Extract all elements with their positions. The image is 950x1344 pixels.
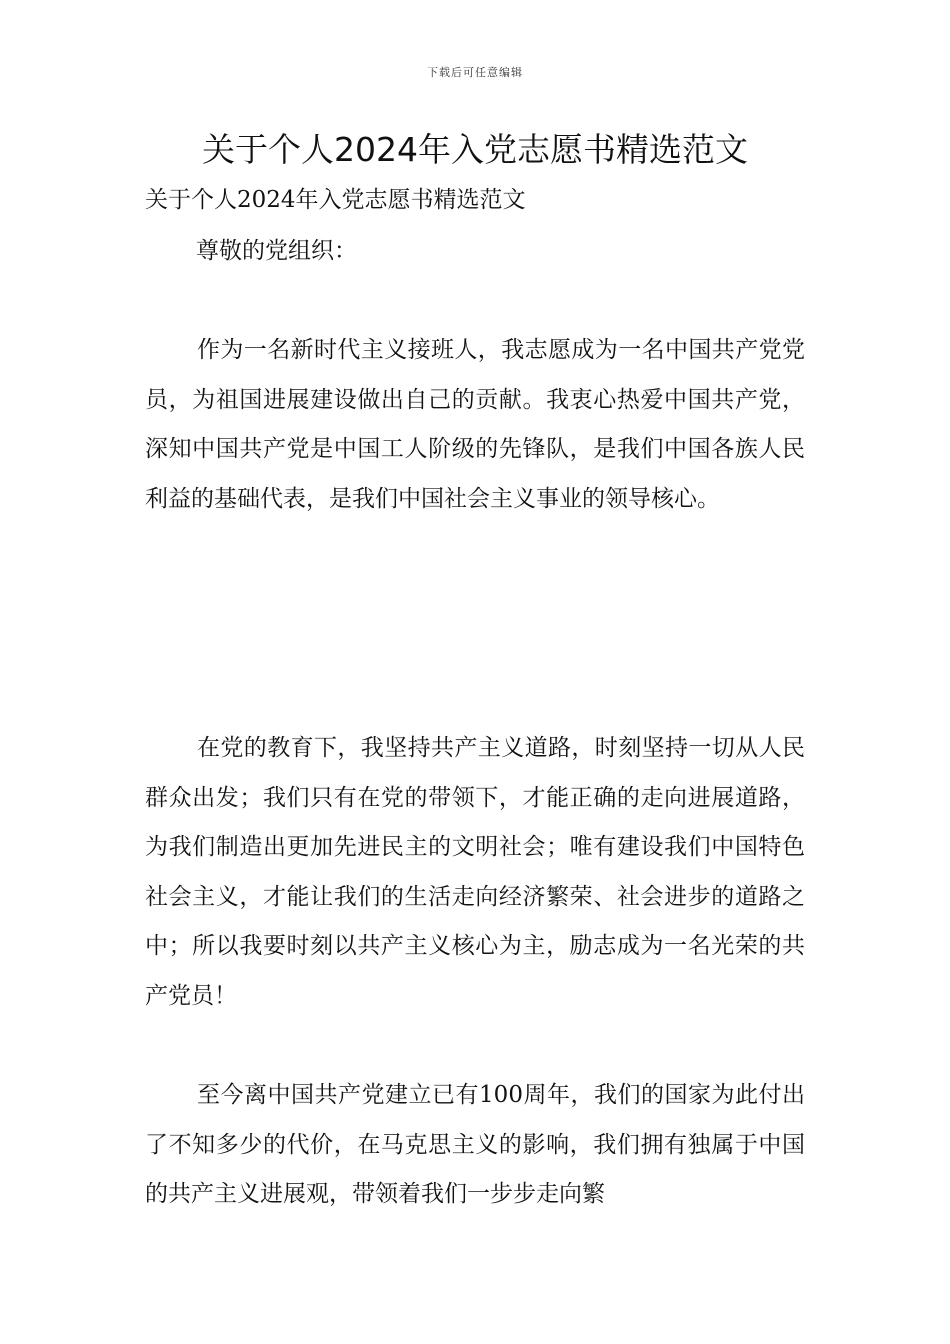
paragraph-2: 在党的教育下，我坚持共产主义道路，时刻坚持一切从人民群众出发；我们只有在党的带领下，才能正确的走向进展道路，为我们制造出更加先进民主的文明社会；唯有建设我们中国特色社会主义，才能让我们的生活走向经济繁荣、社会进步的道路之中；所以我要时刻以共产主义核心为主，励志成为一名光荣的共产党员！ [145,735,805,1009]
paragraph-3: 至今离中国共产党建立已有100周年，我们的国家为此付出了不知多少的代价，在马克思主义的影响，我们拥有独属于中国的共产主义进展观，带领着我们一步步走向繁 [145,1082,805,1207]
paragraph-1: 作为一名新时代主义接班人，我志愿成为一名中国共产党党员，为祖国进展建设做出自己的贡献。我衷心热爱中国共产党，深知中国共产党是中国工人阶级的先锋队，是我们中国各族人民利益的基础代表，是我们中国社会主义事业的领导核心。 [145,337,805,512]
header-note: 下载后可任意编辑 [427,66,523,79]
salutation: 尊敬的党组织： [196,238,357,264]
document-title: 关于个人2024年入党志愿书精选范文 [202,130,748,169]
document-subtitle: 关于个人2024年入党志愿书精选范文 [145,187,526,213]
